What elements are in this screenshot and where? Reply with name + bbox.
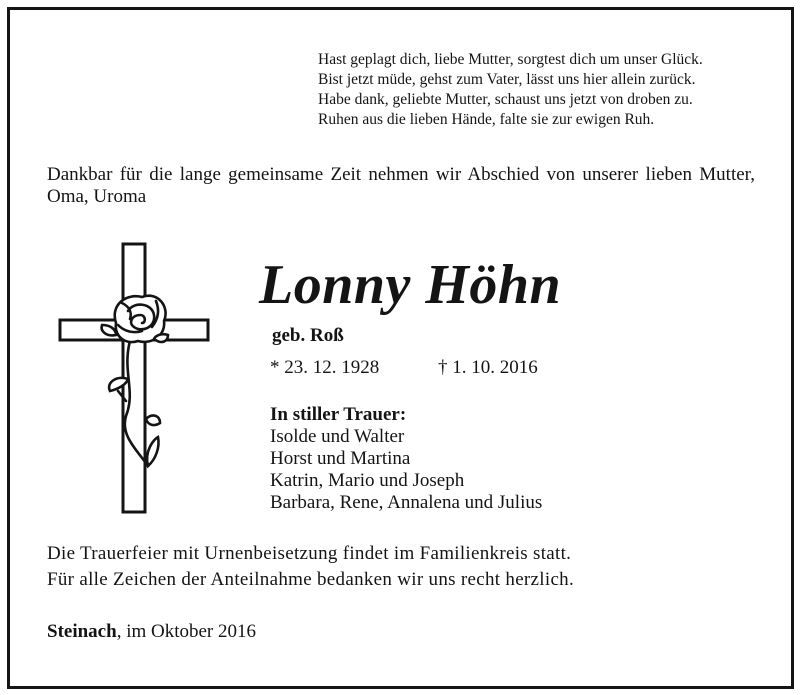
mourner-line: Isolde und Walter — [270, 426, 405, 447]
poem-line: Habe dank, geliebte Mutter, schaust uns jetzt von droben zu. — [318, 91, 693, 108]
mourners — [270, 404, 542, 514]
poem-line: Ruhen aus die lieben Hände, falte sie zur ewigen Ruh. — [318, 111, 655, 128]
life-dates — [270, 357, 538, 379]
mourner-line: Katrin, Mario und Joseph — [270, 470, 465, 491]
birth-date: * 23. 12. 1928 — [270, 357, 380, 378]
poem — [318, 50, 703, 130]
deceased-name: Lonny Höhn — [259, 254, 562, 316]
signature-date: , im Oktober 2016 — [116, 621, 257, 642]
mourner-line: Horst und Martina — [270, 448, 411, 469]
cross-with-rose-icon — [56, 241, 212, 517]
closing-text — [47, 541, 574, 593]
mourner-line: Barbara, Rene, Annalena und Julius — [270, 492, 543, 513]
closing-line-2: Für alle Zeichen der Anteilnahme bedanken wir uns recht herzlich. — [47, 569, 575, 590]
signature — [47, 621, 256, 643]
death-date: † 1. 10. 2016 — [438, 357, 538, 378]
closing-line-1: Die Trauerfeier mit Urnenbeisetzung findet im Familienkreis statt. — [47, 543, 572, 564]
poem-line: Bist jetzt müde, gehst zum Vater, lässt uns hier allein zurück. — [318, 71, 696, 88]
intro-text: Dankbar für die lange gemeinsame Zeit nehmen wir Abschied von unserer lieben Mutter, Oma, Uroma — [47, 164, 755, 207]
maiden-name: geb. Roß — [272, 325, 344, 346]
poem-line: Hast geplagt dich, liebe Mutter, sorgtest dich um unser Glück. — [318, 51, 703, 68]
mourners-heading: In stiller Trauer: — [270, 404, 407, 425]
signature-place: Steinach — [47, 621, 117, 642]
